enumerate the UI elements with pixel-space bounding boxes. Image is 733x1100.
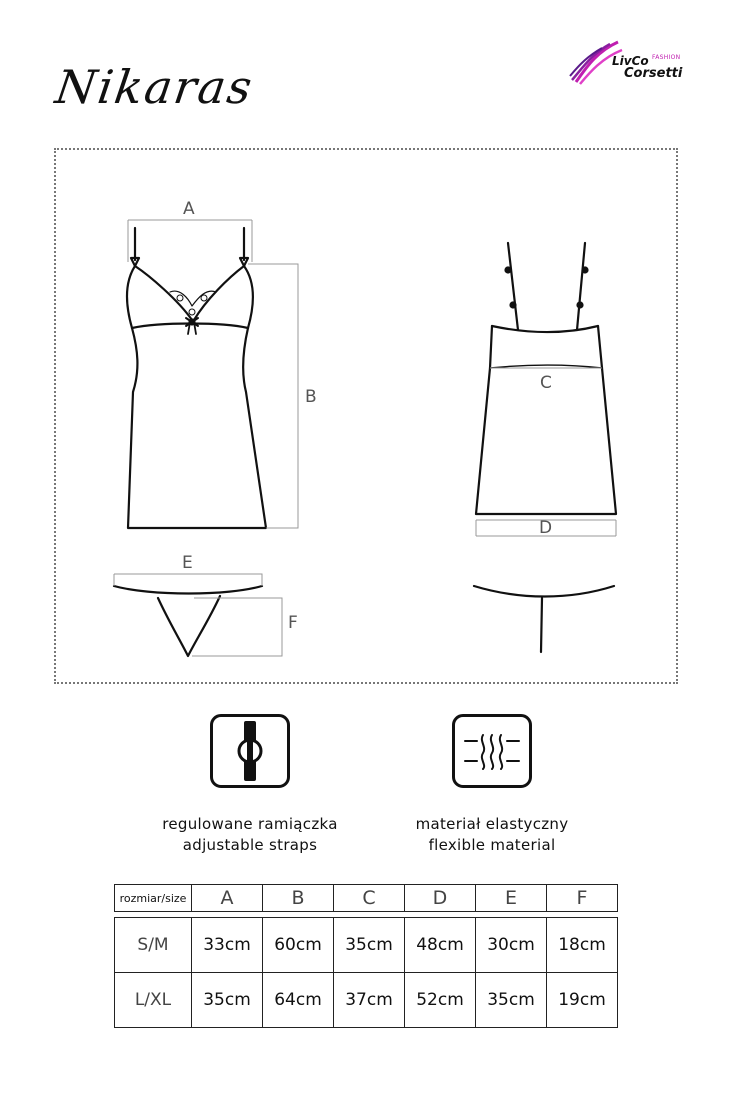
table-row bbox=[115, 918, 618, 973]
size-label: L/XL bbox=[115, 973, 192, 1028]
brand-line-1: LivCo bbox=[612, 54, 649, 68]
feature-1-line-2: adjustable straps bbox=[182, 836, 318, 854]
feature-1-line-1: regulowane ramiączka bbox=[162, 815, 338, 833]
table-cell: 30cm bbox=[476, 918, 547, 973]
table-cell: 64cm bbox=[263, 973, 334, 1028]
label-a: A bbox=[183, 199, 195, 219]
adjustable-strap-icon bbox=[210, 714, 290, 788]
table-cell: 52cm bbox=[405, 973, 476, 1028]
feature-2-line-1: materiał elastyczny bbox=[415, 815, 569, 833]
flexible-material-icon bbox=[452, 714, 532, 788]
column-header-b: B bbox=[263, 885, 334, 912]
table-cell: 35cm bbox=[192, 973, 263, 1028]
size-table bbox=[114, 884, 618, 1028]
feature-2-line-2: flexible material bbox=[428, 836, 556, 854]
label-d: D bbox=[539, 518, 553, 538]
size-label: S/M bbox=[115, 918, 192, 973]
label-b: B bbox=[305, 387, 317, 407]
size-table-header-row bbox=[115, 885, 618, 912]
column-header-d: D bbox=[405, 885, 476, 912]
column-header-a: A bbox=[192, 885, 263, 912]
brand-logo bbox=[566, 38, 706, 86]
diagram-frame bbox=[54, 148, 678, 684]
product-title: Nikaras bbox=[52, 60, 258, 114]
table-cell: 19cm bbox=[547, 973, 618, 1028]
column-header-c: C bbox=[334, 885, 405, 912]
table-cell: 35cm bbox=[476, 973, 547, 1028]
table-cell: 37cm bbox=[334, 973, 405, 1028]
label-f: F bbox=[288, 613, 298, 633]
table-cell: 48cm bbox=[405, 918, 476, 973]
column-header-e: E bbox=[476, 885, 547, 912]
brand-line-2: Corsetti bbox=[624, 66, 683, 81]
label-c: C bbox=[540, 373, 552, 393]
table-row bbox=[115, 973, 618, 1028]
table-cell: 33cm bbox=[192, 918, 263, 973]
table-cell: 18cm bbox=[547, 918, 618, 973]
feature-flexible-material bbox=[342, 814, 642, 856]
label-e: E bbox=[182, 553, 193, 573]
brand-line-1-suffix: FASHION bbox=[652, 54, 681, 61]
column-header-f: F bbox=[547, 885, 618, 912]
table-cell: 60cm bbox=[263, 918, 334, 973]
size-table-corner: rozmiar/size bbox=[115, 885, 192, 912]
table-cell: 35cm bbox=[334, 918, 405, 973]
